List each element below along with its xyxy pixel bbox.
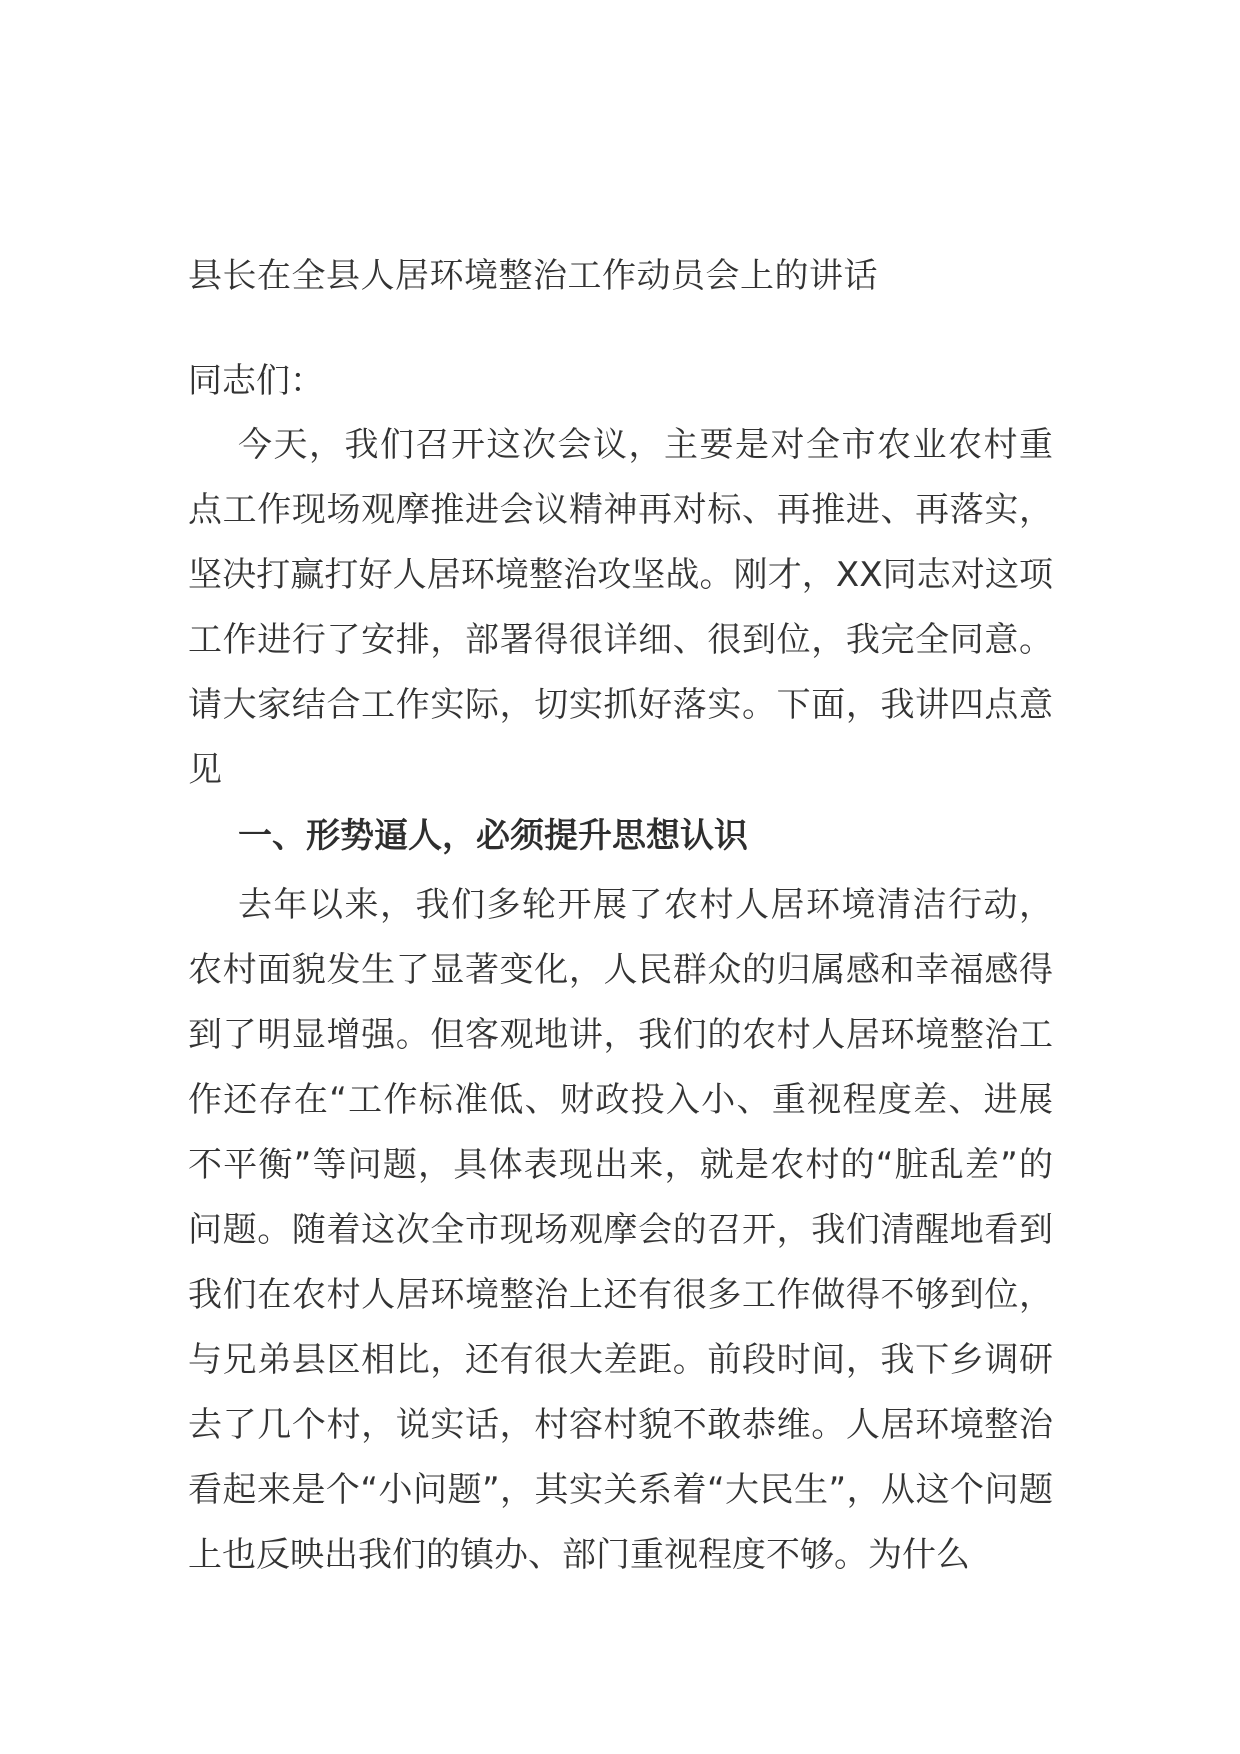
section-heading-1: 一、形势逼人，必须提升思想认识 (238, 816, 748, 856)
section-1-paragraph: 去年以来，我们多轮开展了农村人居环境清洁行动，农村面貌发生了显著变化，人民群众的归属感和幸福感得到了明显增强。但客观地讲，我们的农村人居环境整治工作还存在“工作标准低、财政投入小、重视程度差、进展不平衡”等问题，具体表现出来，就是农村的“脏乱差”的问题。随着这次全市现场观摩会的召开，我们清醒地看到我们在农村人居环境整治上还有很多工作做得不够到位，与兄弟县区相比，还有很大差距。前段时间，我下乡调研去了几个村，说实话，村容村貌不敢恭维。人居环境整治看起来是个“小问题”，其实关系着“大民生”，从这个问题上也反映出我们的镇办、部门重视程度不够。为什么 (188, 885, 1053, 1575)
document-title: 县长在全县人居环境整治工作动员会上的讲话 (188, 256, 878, 296)
salutation: 同志们： (188, 361, 324, 401)
intro-paragraph: 今天，我们召开这次会议，主要是对全市农业农村重点工作现场观摩推进会议精神再对标、再推进、再落实，坚决打赢打好人居环境整治攻坚战。刚才，XX同志对这项工作进行了安排，部署得很详细、很到位，我完全同意。请大家结合工作实际，切实抓好落实。下面，我讲四点意见 (188, 425, 1053, 790)
